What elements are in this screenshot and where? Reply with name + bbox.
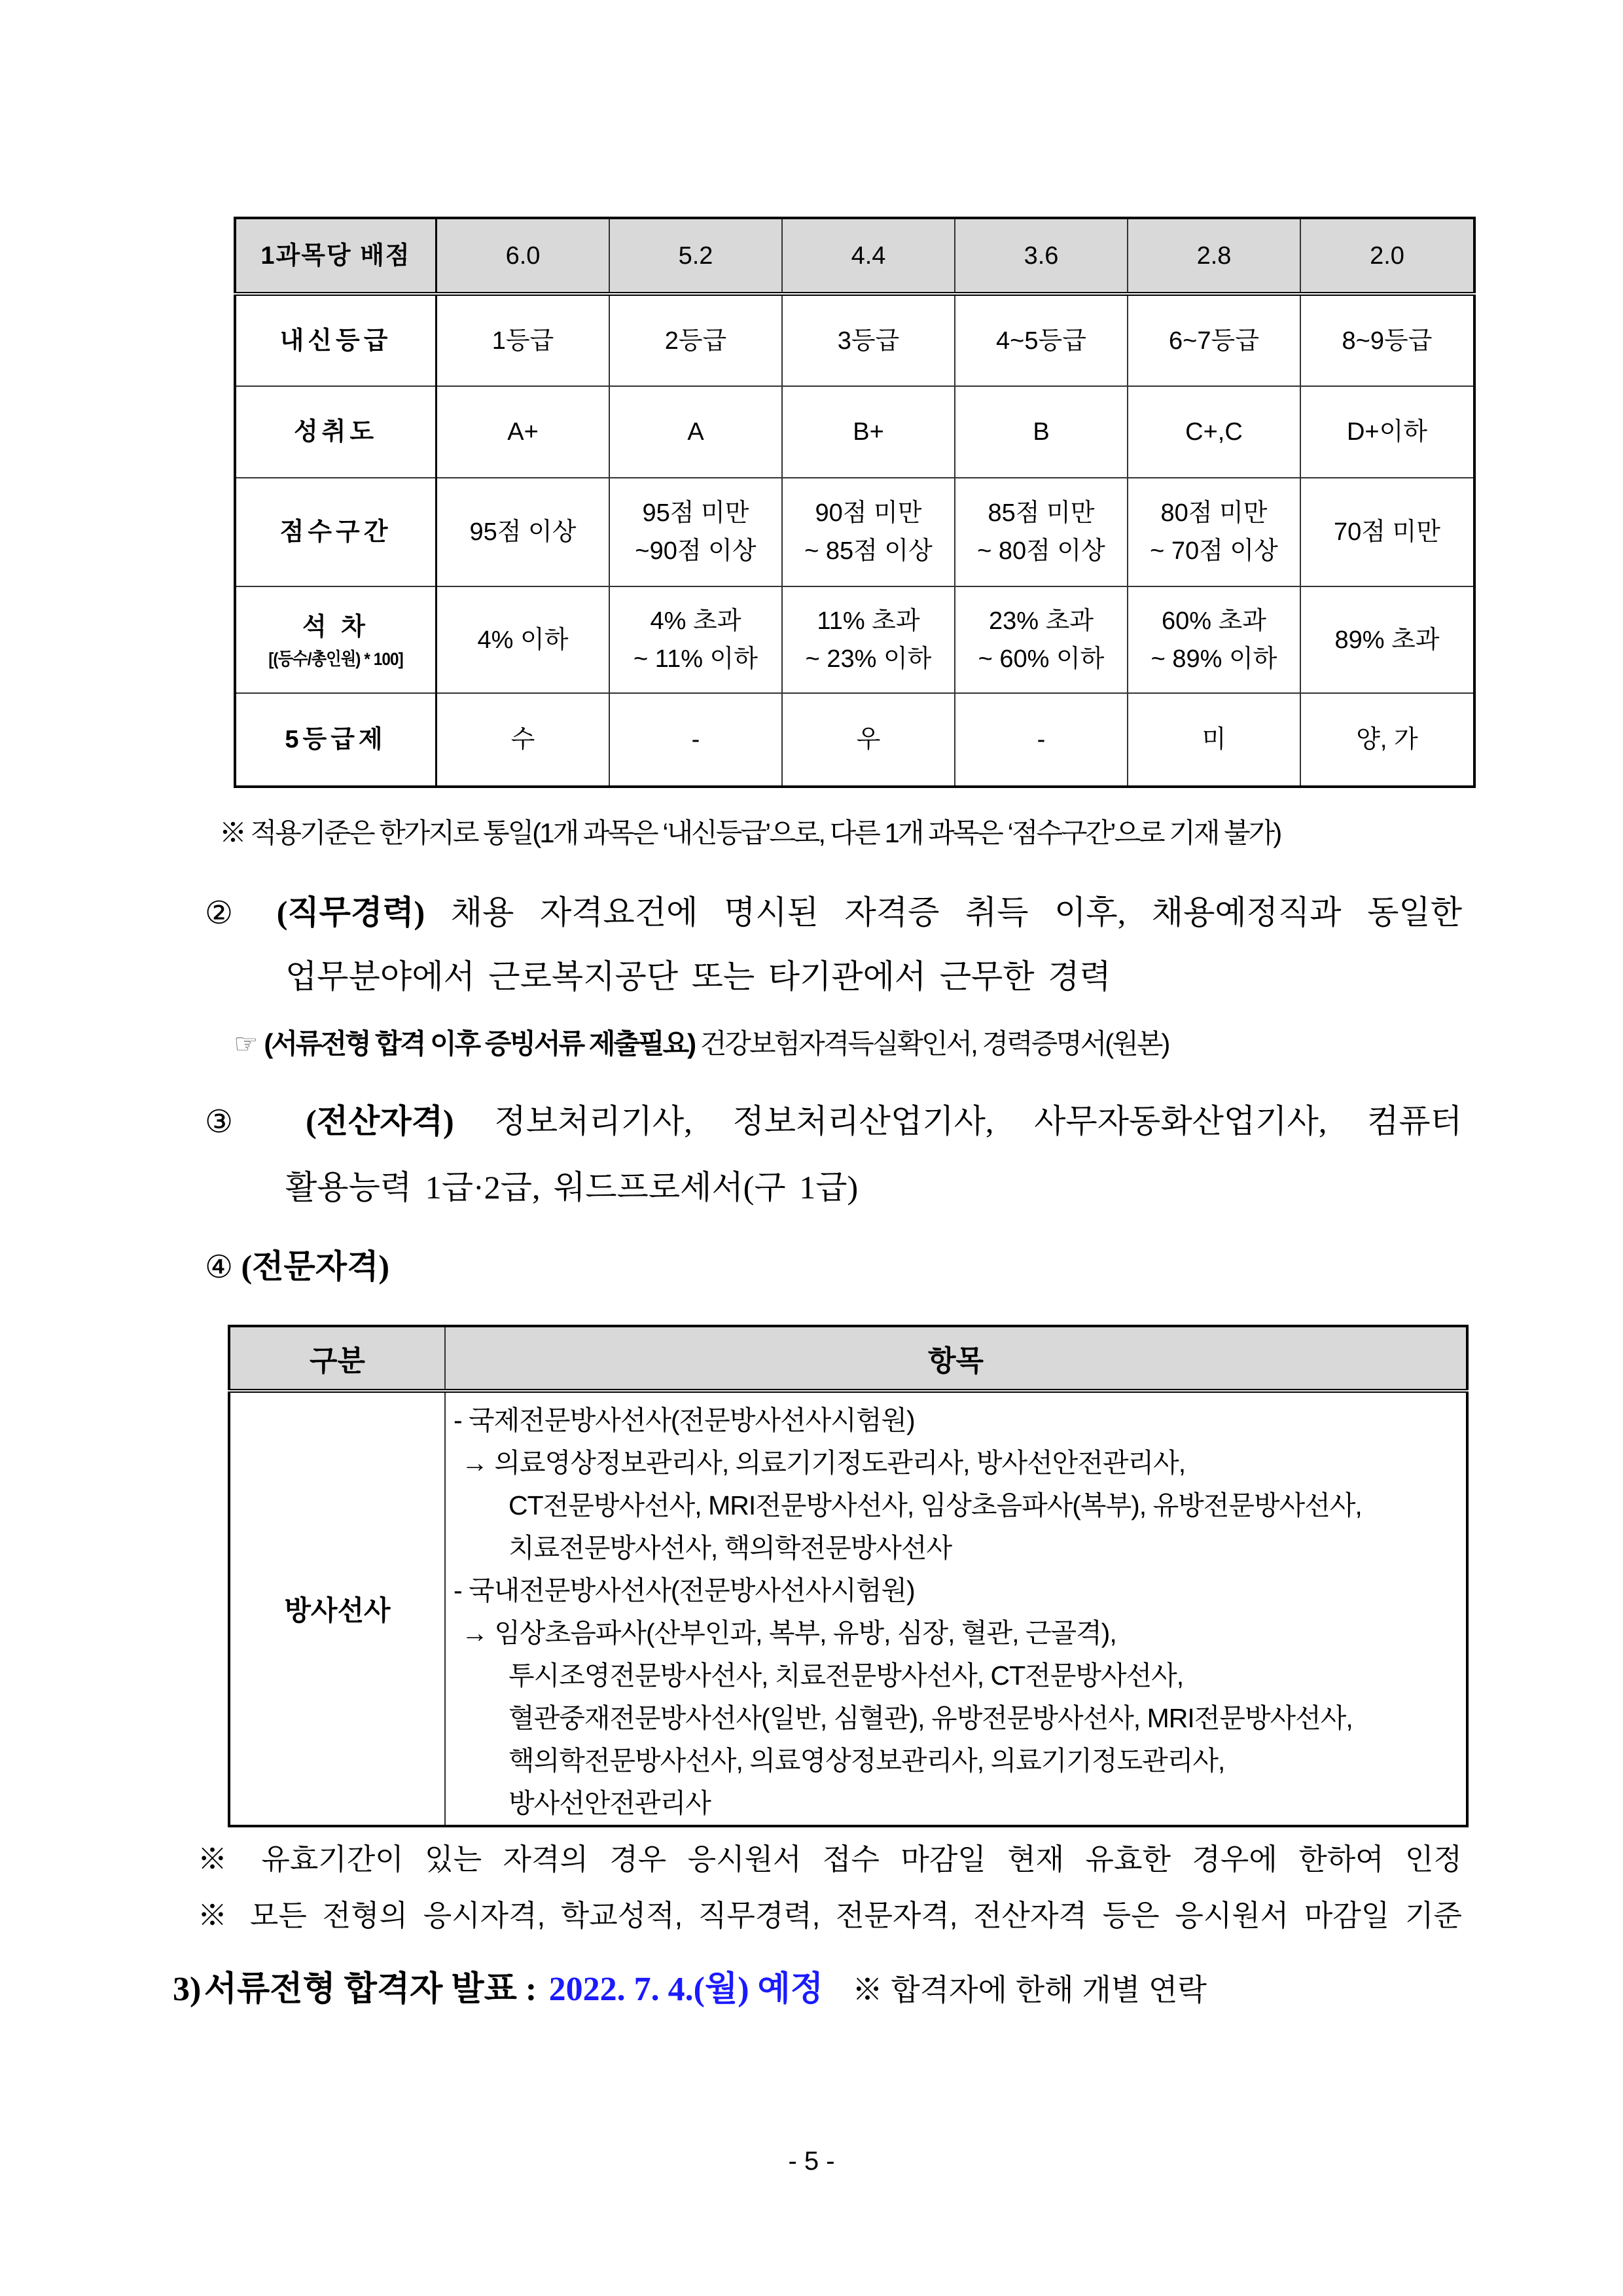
list-item: 방사선안전관리사 xyxy=(508,1788,711,1818)
cell-text: 90점 미만 xyxy=(815,499,922,527)
header-label: 1과목당 배점 xyxy=(235,218,437,294)
cell-text: A xyxy=(687,418,704,446)
grade-cell xyxy=(1128,693,1300,787)
grade-cell xyxy=(609,478,782,586)
cell-text: 8~9등급 xyxy=(1342,327,1433,355)
score-cell: 5.2 xyxy=(609,218,782,294)
grade-table-row xyxy=(235,693,1474,787)
grade-cell xyxy=(437,693,610,787)
cell-text: - xyxy=(691,726,700,753)
cell-text: 70점 미만 xyxy=(1334,518,1440,546)
cell-text: 85점 미만 xyxy=(988,499,1095,527)
announcement xyxy=(173,1968,1207,2019)
grade-table xyxy=(234,217,1476,788)
cell-text: ~ 60% 이하 xyxy=(978,645,1105,673)
grade-cell xyxy=(782,386,955,478)
category-cell: 방사선사 xyxy=(229,1391,445,1826)
item-text: 정보처리기사, 정보처리산업기사, 사무자동화산업기사, 컴퓨터 xyxy=(494,1103,1463,1139)
grade-cell xyxy=(437,586,610,693)
certificate-table-header-row xyxy=(229,1326,1467,1391)
row-label xyxy=(235,294,437,386)
cell-text: A+ xyxy=(507,418,539,446)
grade-table-row xyxy=(235,478,1474,586)
cell-text: 수 xyxy=(510,726,535,753)
grade-cell xyxy=(609,586,782,693)
evidence-note xyxy=(234,1026,1168,1062)
grade-cell xyxy=(1128,294,1300,386)
grade-cell xyxy=(437,386,610,478)
grade-cell xyxy=(782,586,955,693)
grade-cell xyxy=(609,693,782,787)
item-marker: ③ xyxy=(205,1103,266,1140)
grade-cell xyxy=(1300,586,1474,693)
grade-cell xyxy=(437,294,610,386)
grade-cell xyxy=(955,294,1128,386)
cell-text: ~90점 이상 xyxy=(635,537,757,565)
job-experience-item xyxy=(205,891,1462,934)
cell-text: 60% 초과 xyxy=(1161,607,1267,635)
grade-cell xyxy=(1128,586,1300,693)
cell-text: 미 xyxy=(1202,726,1226,753)
grade-cell xyxy=(1300,386,1474,478)
score-cell: 2.8 xyxy=(1128,218,1300,294)
grade-table-header-row xyxy=(235,218,1474,294)
row-label-formula: [(등수/총인원) * 100] xyxy=(268,649,403,669)
certificate-table-row xyxy=(229,1391,1467,1826)
grade-cell xyxy=(437,478,610,586)
grade-table-row xyxy=(235,586,1474,693)
item-marker: ④ xyxy=(205,1249,234,1285)
criteria-note: ※ 적용기준은 한가지로 통일(1개 과목은 ‘내신등급’으로, 다른 1개 과목은 ‘점수구간’으로 기재 불가) xyxy=(219,817,1281,848)
grade-cell xyxy=(955,693,1128,787)
grade-cell xyxy=(609,386,782,478)
cell-text: 89% 초과 xyxy=(1334,626,1440,654)
cell-text: B xyxy=(1033,418,1050,446)
list-item: 핵의학전문방사선사, 의료영상정보관리사, 의료기기정도관리사, xyxy=(508,1746,1225,1776)
row-label-text: 5등급제 xyxy=(285,726,387,753)
item-title: (전문자격) xyxy=(241,1248,390,1285)
grade-table-row xyxy=(235,386,1474,478)
row-label-text: 석 차 xyxy=(302,613,369,641)
score-cell: 3.6 xyxy=(955,218,1128,294)
header-category: 구분 xyxy=(229,1326,445,1391)
job-experience-item-continued: 업무분야에서 근로복지공단 또는 타기관에서 근무한 경력 xyxy=(285,958,1111,995)
cell-text: 2등급 xyxy=(664,327,727,355)
cell-text: ~ 85점 이상 xyxy=(804,537,933,565)
row-label-text: 성취도 xyxy=(293,418,378,446)
cell-text: 95점 미만 xyxy=(642,499,749,527)
professional-cert-item xyxy=(205,1246,389,1288)
cell-text: 23% 초과 xyxy=(988,607,1094,635)
computer-cert-item-continued: 활용능력 1급·2급, 워드프로세서(구 1급) xyxy=(285,1169,859,1206)
grade-cell xyxy=(955,586,1128,693)
cell-text: 11% 초과 xyxy=(817,607,920,635)
cell-text: 4% 이하 xyxy=(477,626,569,654)
item-title: (직무경력) xyxy=(276,894,425,931)
cell-text: 1등급 xyxy=(491,327,554,355)
validity-note: ※ 유효기간이 있는 자격의 경우 응시원서 접수 마감일 현재 유효한 경우에 한하여 인정 xyxy=(198,1842,1462,1876)
grade-cell xyxy=(1128,478,1300,586)
certificate-table xyxy=(228,1325,1469,1827)
grade-cell xyxy=(782,294,955,386)
row-label xyxy=(235,586,437,693)
cell-text: 4% 초과 xyxy=(650,607,741,635)
list-item: → 의료영상정보관리사, 의료기기정도관리사, 방사선안전관리사, xyxy=(461,1448,1186,1478)
grade-table-row xyxy=(235,294,1474,386)
grade-cell xyxy=(782,693,955,787)
cell-text: ~ 89% 이하 xyxy=(1150,645,1277,673)
row-label-text: 점수구간 xyxy=(279,518,392,546)
computer-cert-item xyxy=(205,1100,1462,1143)
cell-text: B+ xyxy=(853,418,884,446)
cell-text: 95점 이상 xyxy=(469,518,577,546)
evidence-note-text: 건강보험자격득실확인서, 경력증명서(원본) xyxy=(700,1028,1169,1059)
grade-cell xyxy=(782,478,955,586)
cell-text: ~ 23% 이하 xyxy=(805,645,932,673)
list-item: - 국제전문방사선사(전문방사선사시험원) xyxy=(454,1405,915,1435)
item-title: (전산자격) xyxy=(306,1103,454,1139)
item-text: 채용 자격요건에 명시된 자격증 취득 이후, 채용예정직과 동일한 xyxy=(450,894,1463,931)
grade-cell xyxy=(1128,386,1300,478)
grade-cell xyxy=(955,386,1128,478)
evidence-note-bold: (서류전형 합격 이후 증빙서류 제출필요) xyxy=(264,1028,695,1059)
list-item: → 임상초음파사(산부인과, 복부, 유방, 심장, 혈관, 근골격), xyxy=(461,1618,1116,1648)
score-cell: 6.0 xyxy=(437,218,610,294)
cell-text: 6~7등급 xyxy=(1169,327,1259,355)
row-label-text: 내신등급 xyxy=(279,327,392,355)
cell-text: C+,C xyxy=(1185,418,1243,446)
cell-text: 4~5등급 xyxy=(996,327,1086,355)
cell-text: D+이하 xyxy=(1346,418,1428,446)
cell-text: 우 xyxy=(856,726,881,753)
list-item: 투시조영전문방사선사, 치료전문방사선사, CT전문방사선사, xyxy=(508,1660,1184,1691)
grade-cell xyxy=(1300,478,1474,586)
row-label xyxy=(235,693,437,787)
cell-text: - xyxy=(1037,726,1046,753)
cell-text: ~ 11% 이하 xyxy=(633,645,758,673)
item-marker: ② xyxy=(205,895,251,931)
list-item: - 국내전문방사선사(전문방사선사시험원) xyxy=(454,1575,915,1605)
row-label xyxy=(235,478,437,586)
cell-text: ~ 70점 이상 xyxy=(1150,537,1278,565)
list-item: 치료전문방사선사, 핵의학전문방사선사 xyxy=(508,1533,952,1563)
cell-text: 3등급 xyxy=(837,327,900,355)
grade-cell xyxy=(1300,693,1474,787)
pointing-hand-icon: ☞ xyxy=(234,1028,259,1059)
announcement-date: 2022. 7. 4.(월) 예정 xyxy=(548,1971,823,2008)
cell-text: 80점 미만 xyxy=(1160,499,1268,527)
score-cell: 2.0 xyxy=(1300,218,1474,294)
items-cell xyxy=(445,1391,1467,1826)
deadline-note: ※ 모든 전형의 응시자격, 학교성적, 직무경력, 전문자격, 전산자격 등은 응시원서 마감일 기준 xyxy=(198,1899,1462,1932)
grade-cell xyxy=(955,478,1128,586)
list-item: CT전문방사선사, MRI전문방사선사, 임상초음파사(복부), 유방전문방사선사, xyxy=(508,1490,1362,1520)
row-label xyxy=(235,386,437,478)
cell-text: ~ 80점 이상 xyxy=(977,537,1105,565)
cell-text: 양, 가 xyxy=(1356,726,1418,753)
announcement-note: ※ 합격자에 한해 개별 연락 xyxy=(852,1973,1207,2007)
score-cell: 4.4 xyxy=(782,218,955,294)
header-items: 항목 xyxy=(445,1326,1467,1391)
grade-cell xyxy=(1300,294,1474,386)
list-item: 혈관중재전문방사선사(일반, 심혈관), 유방전문방사선사, MRI전문방사선사, xyxy=(508,1703,1353,1733)
page-number: - 5 - xyxy=(788,2147,835,2176)
announcement-number: 3) xyxy=(173,1971,202,2008)
announcement-label: 서류전형 합격자 발표 : xyxy=(204,1971,537,2008)
grade-cell xyxy=(609,294,782,386)
